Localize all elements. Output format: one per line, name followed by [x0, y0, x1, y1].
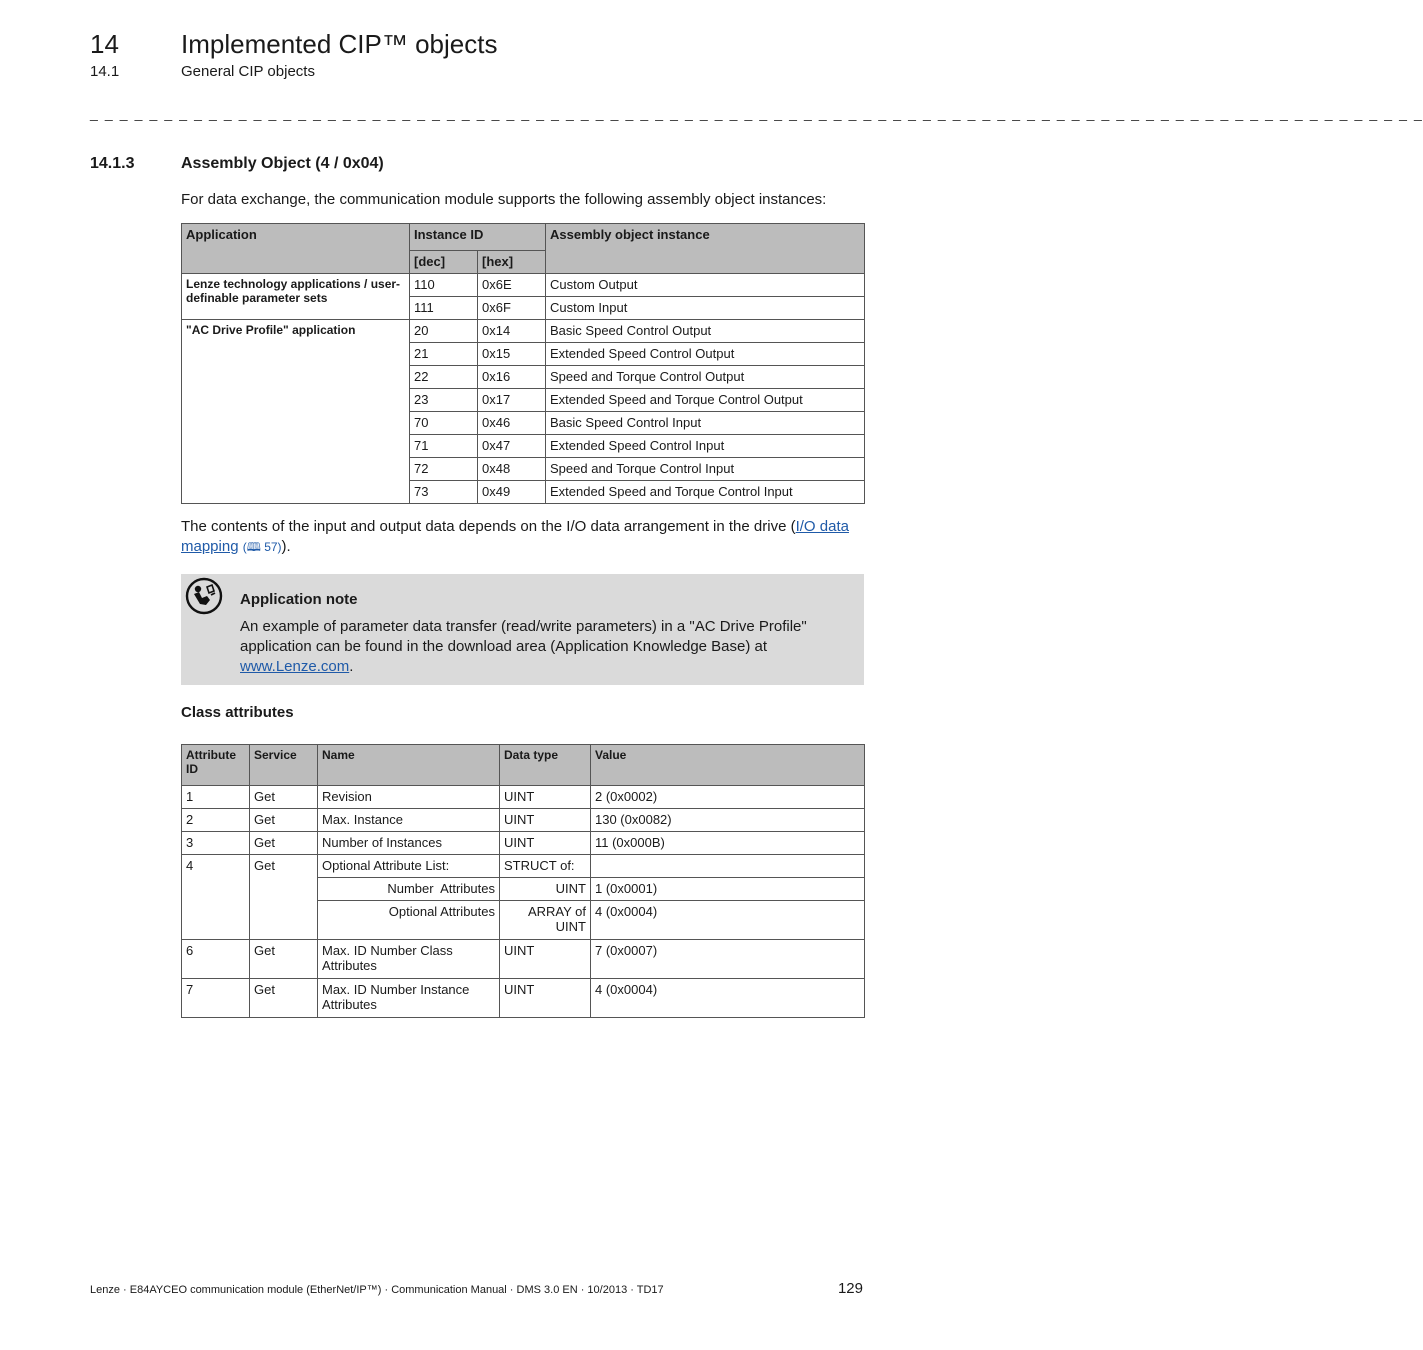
attr-type: UINT [500, 940, 591, 979]
instance-name: Extended Speed Control Input [546, 435, 865, 458]
assembly-instances-table [181, 223, 865, 504]
application-group-label: "AC Drive Profile" application [182, 320, 410, 504]
instance-dec: 20 [410, 320, 478, 343]
instance-dec: 70 [410, 412, 478, 435]
header-dec: [dec] [410, 251, 478, 274]
attr-name: Optional Attributes [318, 901, 500, 940]
attr-value: 11 (0x000B) [591, 832, 865, 855]
instance-name: Custom Output [546, 274, 865, 297]
attr-service: Get [250, 786, 318, 809]
page-number: 129 [837, 1280, 863, 1297]
attr-id: 7 [182, 979, 250, 1018]
table-row [182, 786, 865, 809]
attr-service: Get [250, 940, 318, 979]
instance-dec: 72 [410, 458, 478, 481]
instance-hex: 0x46 [478, 412, 546, 435]
application-note-box [181, 574, 864, 685]
instance-dec: 21 [410, 343, 478, 366]
instance-dec: 22 [410, 366, 478, 389]
chapter-title: Implemented CIP™ objects [181, 29, 498, 59]
instance-dec: 23 [410, 389, 478, 412]
class-attributes-heading: Class attributes [181, 704, 294, 721]
attr-value: 4 (0x0004) [591, 901, 865, 940]
instance-hex: 0x14 [478, 320, 546, 343]
io-data-mapping-link[interactable]: I/O data mapping [181, 518, 849, 555]
section-number: 14.1 [90, 63, 120, 80]
attr-value: 130 (0x0082) [591, 809, 865, 832]
instance-name: Extended Speed and Torque Control Input [546, 481, 865, 504]
table-row [182, 320, 865, 343]
attr-type: UINT [500, 786, 591, 809]
application-note-text [240, 617, 850, 677]
attr-name: Number of Instances [318, 832, 500, 855]
instance-hex: 0x6F [478, 297, 546, 320]
header-service: Service [250, 745, 318, 786]
attr-name: Max. ID Number Class Attributes [318, 940, 500, 979]
lenze-website-link[interactable]: www.Lenze.com [240, 658, 350, 675]
attr-type: ARRAY of UINT [500, 901, 591, 940]
instance-name: Extended Speed and Torque Control Output [546, 389, 865, 412]
attr-name: Number Attributes [318, 878, 500, 901]
instance-hex: 0x17 [478, 389, 546, 412]
instance-hex: 0x6E [478, 274, 546, 297]
instance-name: Basic Speed Control Input [546, 412, 865, 435]
application-note-icon [185, 577, 223, 615]
attr-id: 2 [182, 809, 250, 832]
table-row [182, 979, 865, 1018]
header-data-type: Data type [500, 745, 591, 786]
attr-service: Get [250, 809, 318, 832]
header-instance-id: Instance ID [410, 224, 546, 251]
io-text-after: ). [281, 538, 291, 555]
attr-value: 7 (0x0007) [591, 940, 865, 979]
header-attribute-id: Attribute ID [182, 745, 250, 786]
chapter-number: 14 [90, 29, 119, 59]
instance-name: Speed and Torque Control Input [546, 458, 865, 481]
attr-type: UINT [500, 832, 591, 855]
attr-name: Optional Attribute List: [318, 855, 500, 878]
instance-name: Custom Input [546, 297, 865, 320]
header-name: Name [318, 745, 500, 786]
table-row [182, 274, 865, 297]
header-application: Application [182, 224, 410, 274]
application-note-title: Application note [240, 591, 358, 608]
attr-value: 2 (0x0002) [591, 786, 865, 809]
attr-type: STRUCT of: [500, 855, 591, 878]
io-text-before: The contents of the input and output data depends on the I/O data arrangement in the drive ( [181, 518, 796, 535]
attr-id: 3 [182, 832, 250, 855]
attr-id: 1 [182, 786, 250, 809]
note-end: . [349, 658, 354, 675]
subsection-number: 14.1.3 [90, 155, 135, 172]
instance-hex: 0x49 [478, 481, 546, 504]
attr-service: Get [250, 855, 318, 940]
instance-name: Extended Speed Control Output [546, 343, 865, 366]
attr-type: UINT [500, 878, 591, 901]
instance-hex: 0x48 [478, 458, 546, 481]
attr-name: Max. ID Number Instance Attributes [318, 979, 500, 1018]
note-body: An example of parameter data transfer (read/write parameters) in a "AC Drive Profile" application can be found in the download area (Application Knowledge Base) at [240, 618, 807, 655]
instance-dec: 111 [410, 297, 478, 320]
instance-hex: 0x16 [478, 366, 546, 389]
attr-service: Get [250, 979, 318, 1018]
attr-id: 6 [182, 940, 250, 979]
table-row [182, 832, 865, 855]
class-attributes-table [181, 744, 865, 1018]
header-value: Value [591, 745, 865, 786]
instance-name: Speed and Torque Control Output [546, 366, 865, 389]
section-title: General CIP objects [181, 63, 315, 80]
header-separator: _ _ _ _ _ _ _ _ _ _ _ _ _ _ _ _ _ _ _ _ _ _ _ _ _ _ _ _ _ _ _ _ _ _ _ _ _ _ _ _ _ _ _ _ _ _ _ _ _ _ _ _ _ _ _ _ _ _ _ _ _ _ _ _ _ _ _ _ _ _ _ _ _ _ _ _ _ _ _ _ _ _ _ _ _ _ _ _ _ _ [90, 105, 1423, 121]
footer-text: Lenze · E84AYCEO communication module (EtherNet/IP™) · Communication Manual · DMS 3.0 EN · 10/2013 · TD17 [90, 1284, 664, 1296]
attr-value: 4 (0x0004) [591, 979, 865, 1018]
intro-paragraph: For data exchange, the communication module supports the following assembly object instances: [181, 191, 827, 208]
header-assembly-instance: Assembly object instance [546, 224, 865, 274]
attr-value: 1 (0x0001) [591, 878, 865, 901]
attr-name: Revision [318, 786, 500, 809]
header-hex: [hex] [478, 251, 546, 274]
io-data-paragraph [181, 517, 871, 557]
attr-type: UINT [500, 809, 591, 832]
instance-dec: 73 [410, 481, 478, 504]
attr-name: Max. Instance [318, 809, 500, 832]
table-row [182, 809, 865, 832]
instance-name: Basic Speed Control Output [546, 320, 865, 343]
attr-value [591, 855, 865, 878]
instance-hex: 0x47 [478, 435, 546, 458]
attr-type: UINT [500, 979, 591, 1018]
table-row [182, 940, 865, 979]
attr-id: 4 [182, 855, 250, 940]
subsection-title: Assembly Object (4 / 0x04) [181, 155, 384, 172]
page-reference-link[interactable]: (🕮 57) [242, 540, 282, 554]
instance-hex: 0x15 [478, 343, 546, 366]
application-group-label: Lenze technology applications / user-definable parameter sets [182, 274, 410, 320]
attr-service: Get [250, 832, 318, 855]
instance-dec: 71 [410, 435, 478, 458]
instance-dec: 110 [410, 274, 478, 297]
table-row [182, 855, 865, 878]
